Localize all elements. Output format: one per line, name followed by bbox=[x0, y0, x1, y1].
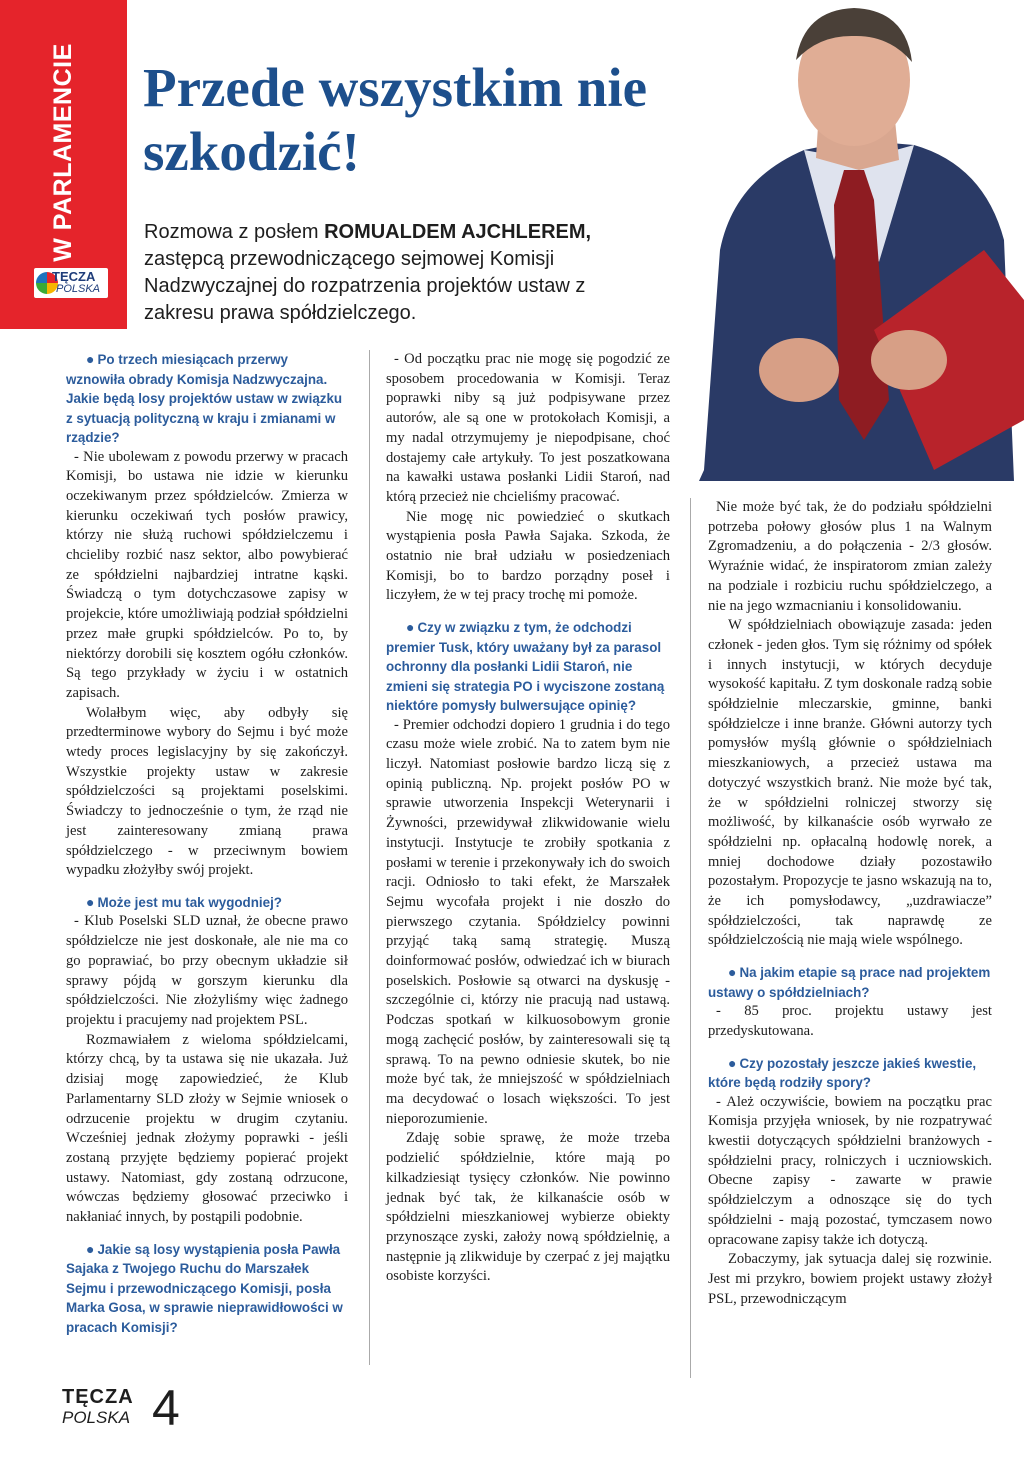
question: ● Na jakim etapie są prace nad projektem ustawy o spółdzielniach? bbox=[708, 964, 991, 1000]
section-label: W PARLAMENCIE bbox=[48, 42, 77, 262]
portrait-illustration bbox=[684, 0, 1024, 481]
answer-paragraph: Zdaję sobie sprawę, że może trzeba podzielić spółdzielnie, które mają po kilkadziesiąt tysięcy członków. Nie powinno jednak być tak, że kilkanaście osób w spółdzielni mieszkaniowej wybierze obiekty przynoszące zyski, założy nową spółdzielnię, a następnie ją zlikwiduje by czerpać z jej majątku osobiste korzyści. bbox=[386, 1130, 670, 1285]
section-sidebar bbox=[0, 0, 127, 329]
answer-paragraph: Zobaczymy, jak sytuacja dalej się rozwinie. Jest mi przykro, bowiem projekt ustawy złożył PSL, przewodniczącym bbox=[708, 1251, 992, 1307]
question: ● Może jest mu tak wygodniej? bbox=[86, 893, 282, 910]
bullet-icon: ● bbox=[728, 964, 737, 981]
interviewee-name: ROMUALDEM AJCHLEREM, bbox=[324, 221, 592, 243]
answer-paragraph: - Nie ubolewam z powodu przerwy w pracach Komisji, bo ustawa nie idzie w kierunku oczekiwanym przez spółdzielców. Zmierza w kierunku oczekiwań tych posłów prawicy, którzy nie służą ruchowi spółdzielczemu i chcieliby rozbić nasz sektor, albo powybierać ze spółdzielni najbardziej intratne kąski. Świadczą o tym dotychczasowe zapisy w projekcie, które umożliwiają podział spółdzielni przez małe grupki spółdzielców. Po to, by niektórzy dorobili się kosztem ogółu członków. Są tego przykłady w życiu i w ostatnich zapisach. bbox=[66, 448, 348, 701]
bullet-icon: ● bbox=[728, 1054, 737, 1071]
column-rule bbox=[369, 350, 370, 1365]
question: ● Czy w związku z tym, że odchodzi premier Tusk, który uważany był za parasol ochronny dla posłanki Lidii Staroń, nie zmieni się strategia PO i wyciszone zostaną niektóre pomysły bulwersujące opinię? bbox=[386, 619, 665, 714]
lead-paragraph: Rozmowa z posłem ROMUALDEM AJCHLEREM, zastępcą przewodniczącego sejmowej Komisji Nadzwyczajnej do rozpatrzenia projektów ustaw z zakresu prawa spółdzielczego. bbox=[144, 221, 592, 324]
answer-paragraph: - 85 proc. projektu ustawy jest przedyskutowana. bbox=[708, 1003, 992, 1039]
answer-paragraph: Wolałbym więc, aby odbyły się przedterminowe wybory do Sejmu i być może wtedy proces legislacyjny by się zakończył. Wszystkie projekty ustaw w zakresie spółdzielczości są projektami poselskimi. Świadczy to jednocześnie o tym, że rząd nie jest zainteresowany zmianą prawa spółdzielczego - w przeciwnym bowiem wypadku złożyłby swój projekt. bbox=[66, 704, 348, 879]
bullet-icon: ● bbox=[86, 351, 95, 367]
article-column-1 bbox=[66, 350, 348, 1337]
question: ● Jakie są losy wystąpienia posła Pawła Sajaka z Twojego Ruchu do Marszałek Sejmu i przewodniczącego Komisji, posła Marka Gosa, w sprawie nieprawidłowości w pracach Komisji? bbox=[66, 1240, 343, 1335]
answer-paragraph: - Od początku prac nie mogę się pogodzić ze sposobem procedowania w Komisji. Teraz poprawki niby są już podpisywane przez autorów, ale są one w protokołach Komisji, a my nadal otrzymujemy je niepodpisane, choć dostajemy całe artykuły. To jest poszatkowana na kawałki ustawa posłanki Lidii Staroń, nad którą przecież nie chcieliśmy pracować. bbox=[386, 351, 670, 505]
magazine-logo: TĘCZA POLSKA bbox=[34, 268, 108, 298]
page-number: 4 bbox=[152, 1380, 180, 1436]
portrait-photo bbox=[684, 0, 1024, 481]
answer-paragraph: W spółdzielniach obowiązuje zasada: jeden członek - jeden głos. Tym się różnimy od spółek i innych instytucji, w których decyduje wysokość kapitału. Z tym doskonale radzą sobie spółdzielnie mleczarskie, gminne, banki spółdzielcze i inne branże. Główni autorzy tych pomysłów myślą głównie o spółdzielniach mieszkaniowych, a przecież ustawa ma dotyczyć wszystkich branż. Nie może być tak, że w spółdzielni rolniczej stworzy się możliwość, by kilkanaście osób wyrwało ze spółdzielni np. opłacalną hodowlę norek, a mniej dochodowe działy pozostawiło pozostałym. Propozycje te jasno wskazują na to, że ich pomysłodawcy, „uzdrawiacze” spółdzielczości, tak naprawdę ze spółdzielczością nie mają wiele wspólnego. bbox=[708, 617, 992, 949]
answer-paragraph: - Klub Poselski SLD uznał, że obecne prawo spółdzielcze nie jest doskonałe, ale nie ma co go poprawiać, bo przy obecnym układzie sił sprawy pójdą w gorszym kierunku dla spółdzielczości. Nie złożyliśmy więc żadnego projektu i pracujemy nad projektem PSL. bbox=[66, 913, 348, 1028]
bullet-icon: ● bbox=[406, 619, 415, 636]
answer-paragraph: - Ależ oczywiście, bowiem na początku prac Komisja przyjęła wniosek, by nie rozpatrywać kwestii dotyczących spółdzielni branżowych - spółdzielni pracy, rolniczych i uczniowskich. Obecne zapisy - zawarte w prawie spółdzielczym a odnoszące się do tych spółdzielni - mają pozostać, tymczasem nowo opracowane zapisy także ich dotyczą. bbox=[708, 1093, 992, 1248]
question: ● Po trzech miesiącach przerwy wznowiła obrady Komisja Nadzwyczajna. Jakie będą losy projektów ustaw w związku z sytuacją polityczną w kraju i zmianami w rządzie? bbox=[66, 351, 343, 445]
question: ● Czy pozostały jeszcze jakieś kwestie, które będą rodziły spory? bbox=[708, 1054, 977, 1091]
answer-paragraph: - Premier odchodzi dopiero 1 grudnia i do tego czasu może wiele zrobić. Na to zatem bym nie liczył. Natomiast posłowie bardzo liczą się z opinią publiczną. Np. projekt posłów PO w sprawie utworzenia Inspekcji Weterynarii i Żywności, przewidywał zlikwidowanie wielu instytucji. Instytucje te zrobiły spotkania z posłami w terenie i przekonywały ich do swoich racji. Odniosło to taki efekt, że Marszałek Sejmu wycofała projekt i nie doszło do pierwszego czytania. Spółdzielcy powinni przyjąć taką samą strategię. Muszą doinformować posłów, odwiedzać ich w biurach poselskich. Posłowie są otwarci na dyskusję - szczególnie ci, którzy nie pracują nad ustawą. Podczas spotkań w kilkuosobowym gronie mogą zachęcić posłów, by zainteresowali się tą sprawą. To na pewno odniesie skutek, bo nie może być tak, że mniejszość w spółdzielniach ma decydować o losach większości. To jest nieporozumienie. bbox=[386, 716, 670, 1127]
bullet-icon: ● bbox=[86, 893, 95, 910]
article-column-3 bbox=[708, 498, 992, 1309]
headline: Przede wszystkim nie szkodzić! bbox=[143, 57, 648, 182]
article-column-2 bbox=[386, 350, 670, 1287]
column-rule bbox=[690, 498, 691, 1378]
answer-paragraph: Rozmawiałem z wieloma spółdzielcami, którzy chcą, by ta ustawa się nie ukazała. Już dzisiaj mogę zapowiedzieć, że Klub Parlamentarny SLD złoży w Sejmie wniosek o odrzucenie projektu w drugim czytaniu. Wcześniej jednak złożymy poprawki - jeśli zostaną przyjęte będziemy popierać projekt ustawy. Natomiast, gdy zostaną odrzucone, wówczas będziemy głosować przeciwko i nakłaniać innych, by postąpili podobnie. bbox=[66, 1031, 348, 1226]
answer-paragraph: Nie mogę nic powiedzieć o skutkach wystąpienia posła Pawła Sajaka. Szkoda, że ostatnio nie brał udziału w posiedzeniach Komisji, bo to bardzo porządny poseł i liczyłem, że w tej pracy trochę mi pomoże. bbox=[386, 508, 670, 604]
bullet-icon: ● bbox=[86, 1240, 95, 1257]
footer-logo: TĘCZA POLSKA bbox=[62, 1386, 134, 1427]
answer-paragraph: Nie może być tak, że do podziału spółdzielni potrzeba połowy głosów plus 1 na Walnym Zgromadzeniu, a do połączenia - 2/3 głosów. Wyraźnie widać, że inspiratorom zmian zależy na podziale i rozbiciu ruchu spółdzielczego, a nie na jego wzmacnianiu i konsolidowaniu. bbox=[708, 499, 992, 614]
